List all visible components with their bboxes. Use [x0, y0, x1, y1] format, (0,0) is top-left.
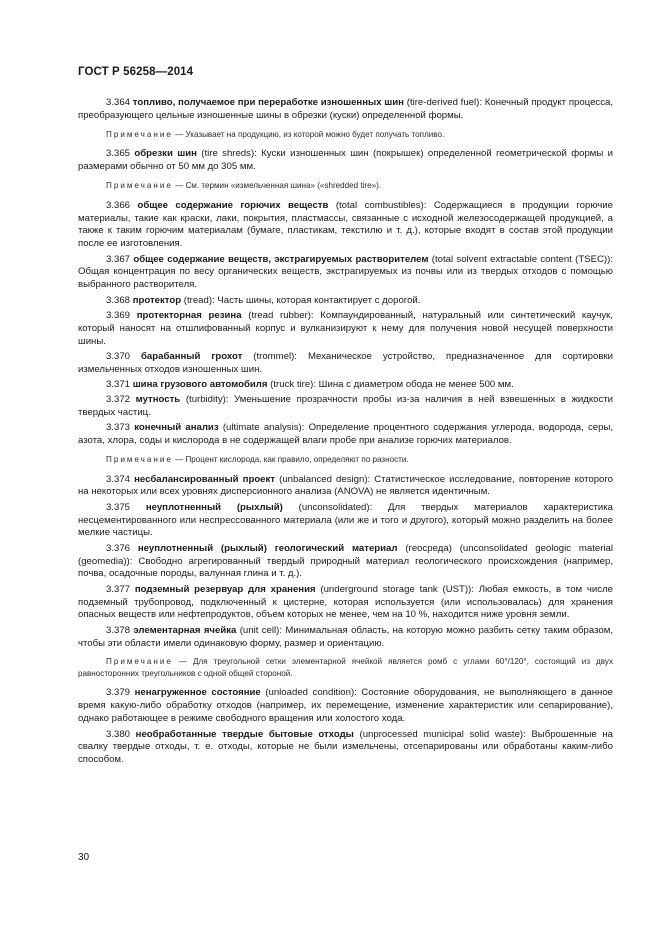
entry-definition: (unit cell): Минимальная область, на которую можно разбить сетку таким образом, чтобы эти области имели одинаковую форму, размер и ориентацию.	[78, 624, 613, 649]
entry-number: 3.370	[106, 350, 131, 362]
note-label: Примечание	[106, 181, 173, 191]
entry-number: 3.371	[106, 378, 131, 390]
term-entry	[78, 625, 613, 651]
entry-term: неуплотненный (рыхлый) геологический материал	[137, 542, 398, 554]
term-entry	[78, 422, 613, 448]
term-entry	[78, 379, 613, 392]
entry-definition: (ultimate analysis): Определение процентного содержания углерода, водорода, серы, азота, хлора, соды и кислорода в не содержащей влаги пробе при анализе горючих материалов.	[78, 422, 614, 447]
note	[78, 454, 613, 466]
note	[78, 180, 613, 192]
document-header: ГОСТ Р 56258—2014	[78, 66, 194, 78]
entry-definition: (unconsolidated): Для твердых материалов характеристика несцементированного или неспрессованного материала (или же и того и другого), который можно разделить на более мелкие частицы.	[78, 501, 613, 539]
term-entry	[78, 295, 613, 308]
entry-number: 3.373	[106, 422, 131, 434]
term-entry	[78, 97, 613, 123]
entry-number: 3.378	[106, 624, 131, 636]
entry-number: 3.372	[106, 394, 131, 406]
entry-term: барабанный грохот	[141, 350, 243, 362]
entry-term: ненагруженное состояние	[134, 687, 261, 699]
entry-number: 3.367	[106, 253, 131, 265]
note-text: — Процент кислорода, как правило, определяют по разности.	[175, 455, 409, 465]
entry-number: 3.364	[106, 97, 131, 108]
entry-number: 3.379	[106, 687, 131, 699]
entry-number: 3.380	[106, 728, 131, 740]
term-entry	[78, 543, 613, 582]
term-entry	[78, 584, 613, 623]
entry-term: протекторная резина	[136, 309, 242, 321]
entry-term: неуплотненный (рыхлый)	[145, 501, 283, 513]
term-entry	[78, 310, 613, 349]
entry-term: элементарная ячейка	[133, 624, 237, 636]
note	[78, 129, 613, 141]
entry-definition: (геосреда) (unconsolidated geologic material (geomedia)): Свободно агрегированный твердый природный материал геологического происхождения (например, почва, осадочные породы, валунная глина и т. д.).	[78, 542, 613, 580]
term-entry	[78, 687, 613, 726]
entry-definition: (unprocessed municipal solid waste): Выброшенные на свалку твердые отходы, т. е. отходы, которые не были измельчены, отсепарированы или обработаны каким-либо способом.	[78, 728, 614, 766]
note-label: Примечание	[106, 657, 173, 667]
entry-definition: (tire shreds): Куски изношенных шин (покрышек) определенной геометрической формы и размерами обычно от 50 мм до 305 мм.	[78, 148, 614, 173]
term-entry	[78, 254, 613, 293]
entry-term: обрезки шин	[134, 148, 197, 160]
term-entry	[78, 351, 613, 377]
entry-number: 3.369	[106, 309, 131, 321]
term-entry	[78, 474, 613, 500]
entry-definition: (tire-derived fuel): Конечный продукт процесса, преобразующего цельные изношенные шины в обрезки (куски) определенной формы.	[78, 97, 613, 121]
entry-number: 3.368	[106, 294, 131, 306]
entry-term: подземный резервуар для хранения	[134, 583, 316, 595]
entry-number: 3.377	[106, 583, 131, 595]
entry-definition: (tread rubber): Компаундированный, натуральный или синтетический каучук, который наносят на отшлифованный корпус и вулканизируют к нему для получения новой несущей поверхности шины.	[78, 309, 613, 347]
term-entry	[78, 200, 613, 252]
entry-number: 3.375	[106, 501, 131, 513]
term-entry	[78, 729, 613, 768]
entry-term: протектор	[132, 294, 182, 306]
note-text: — Для треугольной сетки элементарной ячейкой является ромб с углами 60°/120°, состоящий из двух равносторонних треугольников с одной общей стороной.	[78, 657, 613, 678]
entry-term: несбалансированный проект	[134, 473, 276, 485]
entry-term: конечный анализ	[134, 422, 219, 434]
note	[78, 656, 613, 679]
entry-number: 3.365	[106, 148, 131, 160]
entry-definition: (turbidity): Уменьшение прозрачности пробы из-за наличия в ней взвешенных в жидкости твердых частиц.	[78, 394, 614, 418]
term-entry	[78, 148, 613, 174]
entry-number: 3.374	[106, 473, 131, 485]
entry-term: шина грузового автомобиля	[132, 378, 268, 390]
note-text: — Указывает на продукцию, из которой можно будет получать топливо.	[175, 129, 445, 139]
document-body	[78, 97, 613, 770]
note-text: — См. термин «измельченная шина» («shredded tire»).	[175, 181, 382, 191]
entry-term: общее содержание веществ, экстрагируемых растворителем	[133, 253, 429, 265]
entry-definition: (underground storage tank (UST)): Любая емкость, в том числе подземный трубопровод, подключенный к цистерне, которая используется (или использовалась) для хранения опасных веществ или нефтепродуктов, объем которых не менее, чем на 10 %, находится ниже уровня земли.	[78, 583, 614, 621]
entry-term: топливо, получаемое при переработке изношенных шин	[132, 97, 404, 108]
entry-definition: (total solvent extractable content (TSEC)): Общая концентрация по весу органических веществ, экстрагируемых из почвы или из твердых отходов с помощью выбранного растворителя.	[78, 253, 613, 291]
entry-term: необработанные твердые бытовые отходы	[135, 728, 354, 740]
entry-number: 3.376	[106, 542, 131, 554]
page-number: 30	[78, 852, 90, 863]
entry-number: 3.366	[106, 199, 131, 211]
entry-term: общее содержание горючих веществ	[137, 199, 329, 211]
entry-definition: (truck tire): Шина с диаметром обода не менее 500 мм.	[270, 378, 514, 390]
entry-term: мутность	[135, 394, 181, 406]
entry-definition: (total combustibles): Содержащиеся в продукции горючие материалы, такие как краски, лаки, покрытия, пластмассы, связанные с исходной железосодержащей продукцией, а также к таким горючим материалам (бумаге, пластикам, текстилю и т. д.), которые входят в состав этой продукции после ее изготовления.	[78, 199, 613, 250]
entry-definition: (tread): Часть шины, которая контактирует с дорогой.	[183, 294, 421, 306]
entry-definition: (trommel): Механическое устройство, предназначенное для сортировки измельченных отходов изношенных шин.	[78, 350, 613, 375]
term-entry	[78, 502, 613, 541]
entry-definition: (unbalanced design): Статистическое исследование, повторение которого на некоторых или всех уровнях дисперсионного анализа (ANOVA) не является идентичным.	[78, 473, 613, 498]
entry-definition: (unloaded condition): Состояние оборудования, не выполняющего в данное время какую-либо обработку отходов (например, их перемещение, изменение характеристик или сепарирование), однако работающее в режиме свободного вращения или холостого хода.	[78, 687, 614, 725]
note-label: Примечание	[106, 455, 173, 465]
note-label: Примечание	[106, 129, 173, 139]
term-entry	[78, 394, 613, 420]
